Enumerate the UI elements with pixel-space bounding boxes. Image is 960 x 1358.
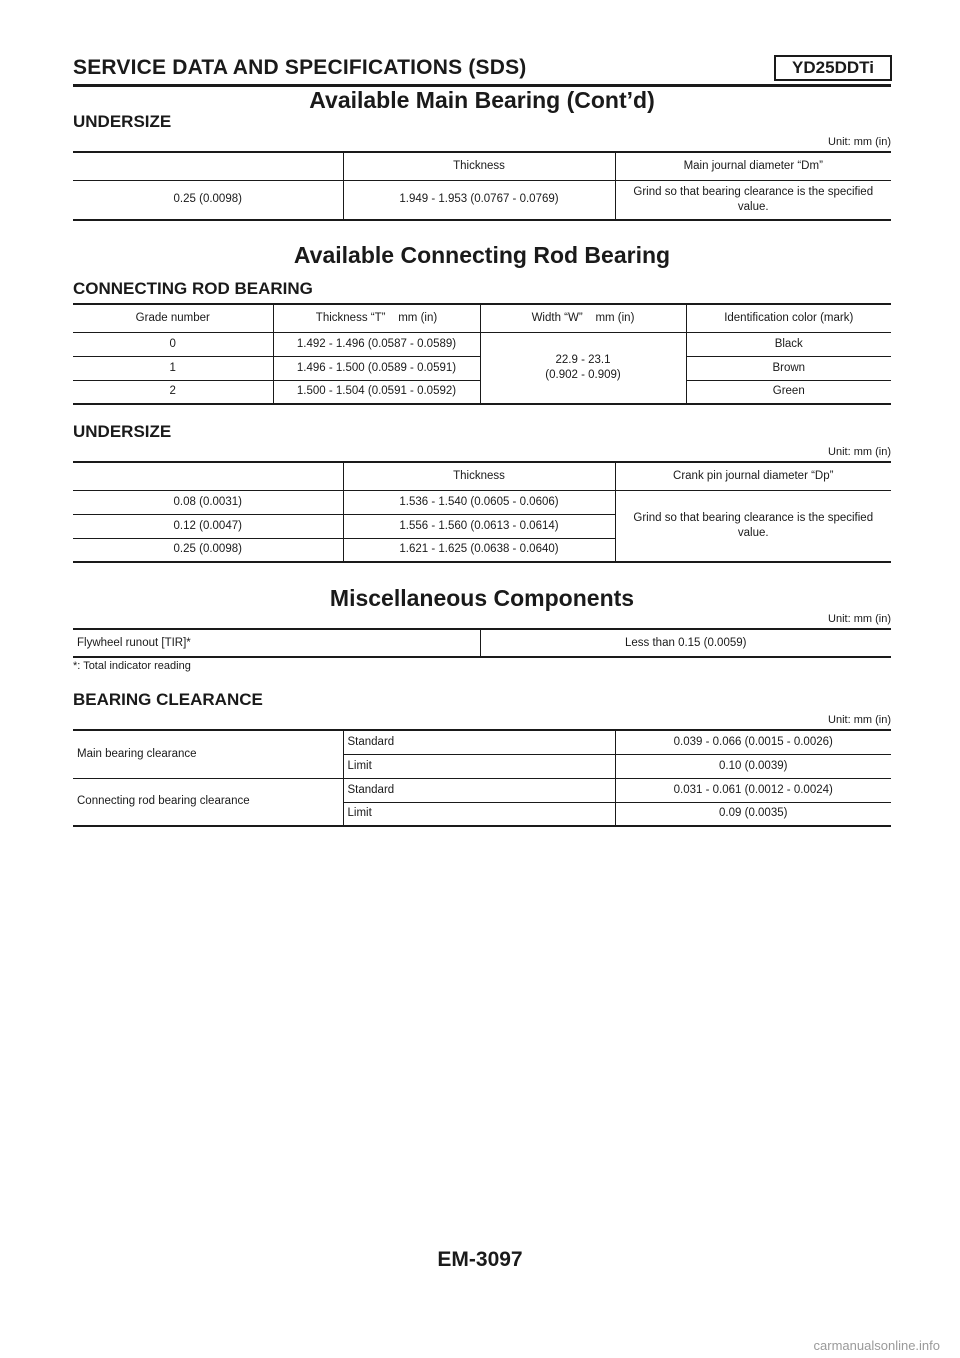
color-cell: Green (686, 380, 891, 404)
thickness-cell: 1.492 - 1.496 (0.0587 - 0.0589) (273, 332, 480, 356)
table-cell: Flywheel runout [TIR]* (73, 629, 480, 657)
table-cell: 0.09 (0.0035) (615, 802, 891, 826)
table-cell: Grind so that bearing clearance is the specified value. (615, 180, 891, 220)
clearance-table (73, 729, 891, 827)
table-row (73, 629, 891, 657)
table-row (73, 778, 891, 802)
column-header: Thickness (343, 152, 615, 180)
unit-label: Unit: mm (in) (828, 446, 891, 458)
thickness-cell: 1.496 - 1.500 (0.0589 - 0.0591) (273, 356, 480, 380)
column-header: Width “W” mm (in) (480, 304, 686, 332)
conrod-title: Available Connecting Rod Bearing (293, 242, 671, 268)
table-cell: 1.536 - 1.540 (0.0605 - 0.0606) (343, 490, 615, 514)
table-cell: 1.621 - 1.625 (0.0638 - 0.0640) (343, 538, 615, 562)
page-number: EM-3097 (437, 1248, 523, 1271)
table-cell: 0.031 - 0.061 (0.0012 - 0.0024) (615, 778, 891, 802)
width-value-inch: (0.902 - 0.909) (545, 368, 621, 381)
table-header-row (73, 462, 891, 490)
table-cell: 0.08 (0.0031) (73, 490, 343, 514)
conrod-undersize-section (73, 422, 891, 563)
conrod-table (73, 303, 891, 405)
footnote: *: Total indicator reading (73, 660, 191, 672)
thickness-cell: 1.500 - 1.504 (0.0591 - 0.0592) (273, 380, 480, 404)
column-header (73, 462, 343, 490)
watermark: carmanualsonline.info (813, 1338, 940, 1353)
conrod-section (73, 242, 891, 405)
column-header: Identification color (mark) (686, 304, 891, 332)
table-cell: 0.10 (0.0039) (615, 754, 891, 778)
width-value: 22.9 - 23.1 (555, 353, 611, 366)
width-cell (480, 332, 686, 404)
clearance-heading: BEARING CLEARANCE (73, 690, 263, 709)
table-row (73, 730, 891, 754)
column-header: Crank pin journal diameter “Dp” (615, 462, 891, 490)
table-cell: 0.039 - 0.066 (0.0015 - 0.0026) (615, 730, 891, 754)
conrod-undersize-table (73, 461, 891, 563)
column-header: Thickness “T” mm (in) (273, 304, 480, 332)
main-undersize-heading: UNDERSIZE (73, 112, 172, 131)
grade-cell: 2 (73, 380, 273, 404)
table-cell: Standard (343, 730, 615, 754)
table-cell: Limit (343, 802, 615, 826)
section-subtitle: Available Main Bearing (Cont’d) (309, 87, 655, 113)
unit-label: Unit: mm (in) (828, 714, 891, 726)
table-row (73, 180, 891, 220)
grade-cell: 1 (73, 356, 273, 380)
misc-table (73, 628, 891, 658)
column-header: Thickness (343, 462, 615, 490)
table-header-row (73, 304, 891, 332)
table-cell: Standard (343, 778, 615, 802)
table-cell: 1.556 - 1.560 (0.0613 - 0.0614) (343, 514, 615, 538)
color-cell: Brown (686, 356, 891, 380)
table-header-row (73, 152, 891, 180)
page-header-title: SERVICE DATA AND SPECIFICATIONS (SDS) (73, 56, 527, 79)
table-cell: Limit (343, 754, 615, 778)
misc-title: Miscellaneous Components (329, 585, 635, 611)
clearance-label-cell: Main bearing clearance (73, 730, 343, 778)
clearance-label-cell: Connecting rod bearing clearance (73, 778, 343, 826)
column-header: Grade number (73, 304, 273, 332)
grind-note-cell: Grind so that bearing clearance is the specified value. (615, 490, 891, 562)
grade-cell: 0 (73, 332, 273, 356)
table-cell: 0.25 (0.0098) (73, 538, 343, 562)
table-cell: 0.25 (0.0098) (73, 180, 343, 220)
table-cell: 1.949 - 1.953 (0.0767 - 0.0769) (343, 180, 615, 220)
model-badge: YD25DDTi (774, 55, 892, 81)
unit-label: Unit: mm (in) (828, 136, 891, 148)
color-cell: Black (686, 332, 891, 356)
column-header: Main journal diameter “Dm” (615, 152, 891, 180)
table-row (73, 490, 891, 514)
conrod-heading: CONNECTING ROD BEARING (73, 279, 313, 298)
column-header (73, 152, 343, 180)
unit-label: Unit: mm (in) (828, 613, 891, 625)
table-row (73, 332, 891, 356)
main-undersize-table (73, 151, 891, 221)
conrod-undersize-heading: UNDERSIZE (73, 422, 172, 441)
misc-section (73, 585, 891, 672)
table-cell: Less than 0.15 (0.0059) (480, 629, 891, 657)
main-undersize-section (73, 112, 891, 221)
table-cell: 0.12 (0.0047) (73, 514, 343, 538)
clearance-section (73, 690, 891, 827)
